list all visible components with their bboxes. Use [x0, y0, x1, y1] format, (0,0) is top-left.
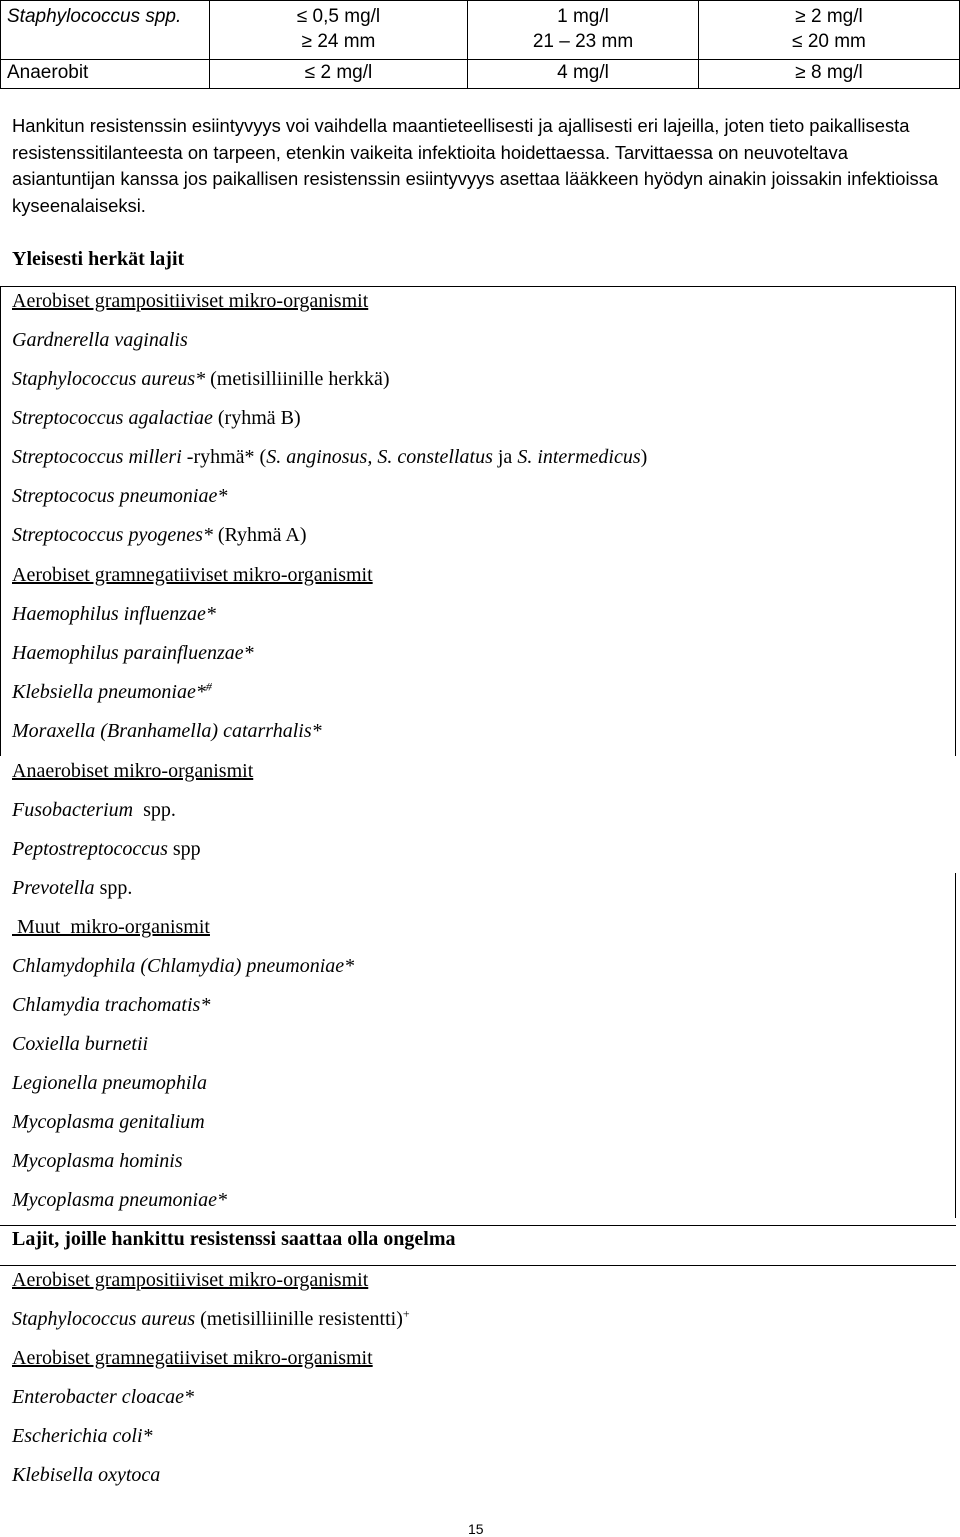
organism-cell: Anaerobit [1, 60, 210, 89]
table-border [0, 1225, 956, 1226]
resistant-cell: ≥ 2 mg/l ≤ 20 mm [699, 1, 960, 60]
subheading-gram-positive: Aerobiset grampositiiviset mikro-organismit [12, 290, 369, 312]
section-heading-resistance: Lajit, joille hankittu resistenssi saattaa olla ongelma [12, 1228, 456, 1250]
page-number: 15 [468, 1521, 484, 1537]
list-item: Streptococcus pyogenes* (Ryhmä A) [12, 524, 307, 546]
susceptible-cell: ≤ 2 mg/l [210, 60, 468, 89]
list-item: Streptococcus agalactiae (ryhmä B) [12, 407, 301, 429]
resistant-cell: ≥ 8 mg/l [699, 60, 960, 89]
list-item: Peptostreptococcus spp [12, 838, 201, 860]
intermediate-cell: 4 mg/l [468, 60, 699, 89]
breakpoint-table [0, 0, 960, 89]
subheading-gram-negative: Aerobiset gramnegatiiviset mikro-organismit [12, 1347, 373, 1369]
list-item: Streptococcus milleri -ryhmä* (S. anginosus, S. constellatus ja S. intermedicus) [12, 446, 648, 468]
table-border [0, 286, 956, 287]
list-item: Chlamydophila (Chlamydia) pneumoniae* [12, 955, 355, 977]
list-item: Prevotella spp. [12, 877, 133, 899]
organism-cell: Staphylococcus spp. [1, 1, 210, 60]
subheading-gram-negative: Aerobiset gramnegatiiviset mikro-organismit [12, 564, 373, 586]
list-item: Coxiella burnetii [12, 1033, 149, 1055]
list-item: Haemophilus influenzae* [12, 603, 216, 625]
table-row [1, 60, 960, 89]
list-item: Gardnerella vaginalis [12, 329, 188, 351]
list-item: Mycoplasma hominis [12, 1150, 183, 1172]
list-item: Fusobacterium spp. [12, 799, 176, 821]
intermediate-cell: 1 mg/l 21 – 23 mm [468, 1, 699, 60]
table-row [1, 1, 960, 60]
list-item: Mycoplasma pneumoniae* [12, 1189, 227, 1211]
list-item: Klebsiella pneumoniae*# [12, 679, 212, 703]
table-border [955, 873, 956, 1218]
list-item: Chlamydia trachomatis* [12, 994, 211, 1016]
list-item: Staphylococcus aureus (metisilliinille resistentti)+ [12, 1306, 410, 1330]
table-border [0, 1265, 956, 1266]
intro-paragraph: Hankitun resistenssin esiintyvyys voi vaihdella maantieteellisesti ja ajallisesti eri lajeilla, joten tieto paikallisesta resistenssitilanteesta on tarpeen, etenkin vaikeita infektioita hoidettaessa. Tarvittaessa on neuvoteltava asiantuntijan kanssa jos paikallisen resistenssin esiintyvyys asettaa lääkkeen hyödyn ainakin joissakin infektioissa kyseenalaiseksi. [12, 115, 939, 216]
list-item: Streptococus pneumoniae* [12, 485, 228, 507]
list-item: Escherichia coli* [12, 1425, 153, 1447]
list-item: Moraxella (Branhamella) catarrhalis* [12, 720, 322, 742]
list-item: Mycoplasma genitalium [12, 1111, 205, 1133]
subheading-other: Muut mikro-organismit [12, 916, 210, 938]
section-heading-susceptible: Yleisesti herkät lajit [12, 248, 185, 270]
list-item: Haemophilus parainfluenzae* [12, 642, 254, 664]
subheading-anaerobic: Anaerobiset mikro-organismit [12, 760, 254, 782]
list-item: Enterobacter cloacae* [12, 1386, 194, 1408]
susceptible-cell: ≤ 0,5 mg/l ≥ 24 mm [210, 1, 468, 60]
list-item: Klebisella oxytoca [12, 1464, 161, 1486]
table-border [0, 286, 1, 756]
list-item: Staphylococcus aureus* (metisilliinille herkkä) [12, 368, 390, 390]
table-border [955, 286, 956, 756]
list-item: Legionella pneumophila [12, 1072, 207, 1094]
subheading-gram-positive: Aerobiset grampositiiviset mikro-organismit [12, 1269, 369, 1291]
